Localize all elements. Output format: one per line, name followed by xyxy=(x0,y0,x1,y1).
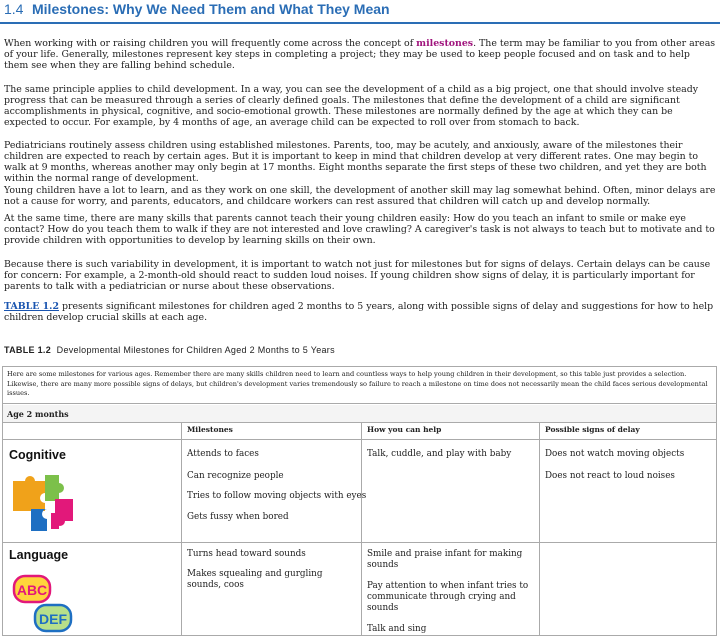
def-icon-text: DEF xyxy=(39,611,67,627)
milestone-cog-4: Gets fussy when bored xyxy=(187,512,289,522)
keyword-milestones: milestones xyxy=(416,38,474,49)
help-cog-1: Talk, cuddle, and play with baby xyxy=(367,449,512,459)
paragraph-1-text-a: When working with or raising children you will frequently come across the concept of xyxy=(4,38,417,49)
header-row-divider xyxy=(3,439,716,440)
section-header xyxy=(0,0,720,24)
age-header: Age 2 months xyxy=(3,405,716,423)
paragraph-3: Pediatricians routinely assess children using established milestones. Parents, too, may be acutely, and anxiously, aware of the milestones their children are expected to reach by certain ages. But it is important to keep in mind that children develop at very different rates. One may begin to walk at 9 months, whereas another may only begin at 17 months. Eight months separate the first steps of these two children, and yet they are both within the normal range of development. xyxy=(4,140,707,184)
delay-cog-2: Does not react to loud noises xyxy=(545,471,675,481)
help-lang-1: Smile and praise infant for making sounds xyxy=(367,549,523,570)
puzzle-icon xyxy=(11,471,75,533)
milestone-cog-3: Tries to follow moving objects with eyes xyxy=(187,491,367,501)
table-1-2-link[interactable]: TABLE 1.2 xyxy=(4,301,59,312)
paragraph-1 xyxy=(4,38,716,71)
category-language: Language xyxy=(9,548,69,562)
col-divider-3 xyxy=(539,423,540,636)
abc-def-icon xyxy=(11,573,75,636)
table-caption-label: TABLE 1.2 xyxy=(4,345,52,355)
paragraph-7-text: presents significant milestones for children aged 2 months to 5 years, along with possible signs of delay and suggestions for how to help children develop crucial skills at each age. xyxy=(4,301,714,323)
abc-icon-text: ABC xyxy=(16,582,48,598)
table-caption-title: Developmental Milestones for Children Aged 2 Months to 5 Years xyxy=(56,345,335,355)
paragraph-4: Young children have a lot to learn, and as they work on one skill, the development of another skill may lag somewhat behind. Often, minor delays are not a cause for worry, and parents, educators, and childcare workers can rest assured that children will catch up and develop normally. xyxy=(4,185,716,207)
col-divider-2 xyxy=(361,423,362,636)
milestone-lang-1: Turns head toward sounds xyxy=(187,549,306,559)
col-header-help: How you can help xyxy=(367,425,442,434)
milestones-table xyxy=(2,366,717,636)
section-title: Milestones: Why We Need Them and What They Mean xyxy=(32,1,390,17)
table-caption xyxy=(4,345,335,355)
help-lang-2: Pay attention to when infant tries to communicate through crying and sounds xyxy=(367,581,529,613)
paragraph-7 xyxy=(4,301,716,323)
table-intro: Here are some milestones for various ages. Remember there are many skills children need to learn and countless ways to help young children in their development, so this table just provides a selection. Likewise, there are many more possible signs of delays, but children's development varies tremendously so failure to reach a milestone on time does not necessarily mean the child faces serious developmental issues. xyxy=(3,367,716,404)
paragraph-2: The same principle applies to child development. In a way, you can see the development of a child as a big project, one that should involve steady progress that can be measured through a series of clearly defined goals. The milestones that define the development of a child are significant accomplishments in physical, cognitive, and socio-emotional growth. These milestones are normally defined by the age at which they can be expected to occur. For example, by 4 months of age, an average child can be expected to roll over from stomach to back. xyxy=(4,84,699,128)
paragraph-5: At the same time, there are many skills that parents cannot teach their young children easily: How do you teach an infant to smile or make eye contact? How do you teach them to walk if they are not interested and love crawling? A caregiver's task is not always to teach but to motivate and to provide children with opportunities to develop by learning skills on their own. xyxy=(4,213,715,246)
help-lang-3: Talk and sing xyxy=(367,624,427,634)
col-divider-1 xyxy=(181,423,182,636)
milestone-cog-2: Can recognize people xyxy=(187,471,284,481)
delay-cog-1: Does not watch moving objects xyxy=(545,449,685,459)
col-header-delay: Possible signs of delay xyxy=(545,425,640,434)
paragraph-1-text-b: . The term may be familiar to you from other areas of your life. Generally, milestones represent key steps in completing a project; they may be used to keep people focused and on task and to help them see when they are falling behind schedule. xyxy=(4,38,716,71)
section-number: 1.4 xyxy=(4,1,24,17)
category-cognitive: Cognitive xyxy=(9,448,66,462)
milestone-cog-1: Attends to faces xyxy=(187,449,259,459)
col-header-milestones: Milestones xyxy=(187,425,233,434)
milestone-lang-2: Makes squealing and gurgling sounds, coos xyxy=(187,569,323,590)
row-divider xyxy=(3,542,716,543)
paragraph-6: Because there is such variability in development, it is important to watch not just for milestones but for signs of delays. Certain delays can be cause for concern: For example, a 2-month-old should react to sudden loud noises. If young children show signs of delay, it is particularly important for parents to talk with a pediatrician or nurse about these observations. xyxy=(4,259,711,292)
